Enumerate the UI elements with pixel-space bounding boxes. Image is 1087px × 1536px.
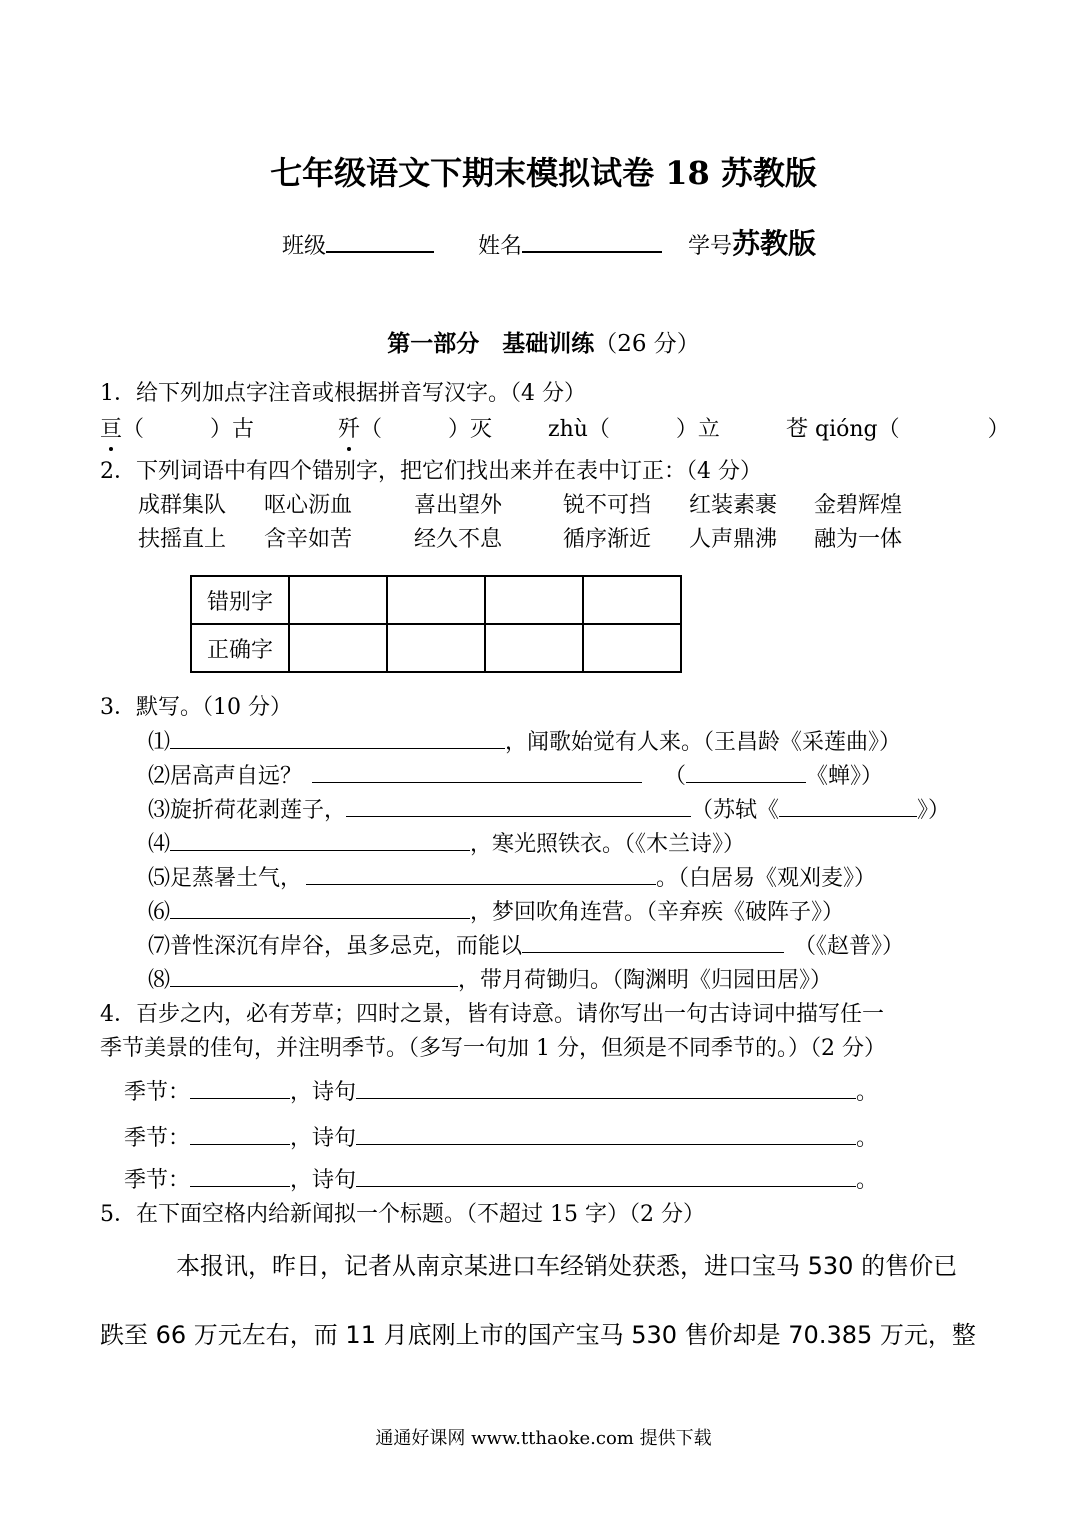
- section-name: 第一部分 基础训练: [387, 330, 595, 357]
- answer-blank[interactable]: [306, 864, 656, 885]
- table-row: [191, 624, 681, 672]
- q1-item-4[interactable]: 苍 qióng（ ）: [786, 417, 1010, 442]
- q2-word: 人声鼎沸: [689, 527, 778, 552]
- table-cell[interactable]: [583, 576, 681, 624]
- correction-table: [190, 575, 682, 673]
- class-blank[interactable]: [326, 229, 434, 253]
- answer-blank[interactable]: [170, 728, 505, 749]
- student-info: [282, 222, 816, 262]
- q2-word: 经久不息: [414, 527, 503, 552]
- class-label: 班级: [282, 234, 327, 259]
- table-cell[interactable]: [583, 624, 681, 672]
- footer: 通通好课网 www.tthaoke.com 提供下载: [375, 1428, 712, 1449]
- q2-word: 融为一体: [814, 527, 903, 552]
- answer-blank[interactable]: [686, 762, 806, 783]
- q2-word: 红装素裹: [689, 493, 778, 518]
- season-blank[interactable]: [190, 1078, 290, 1099]
- q3-line-6: ⑹ ，梦回吹角连营。（辛弃疾《破阵子》）: [148, 900, 845, 925]
- q4-line-1: 4．百步之内，必有芳草；四时之景，皆有诗意。请你写出一句古诗词中描写任一: [100, 1002, 884, 1027]
- answer-blank[interactable]: [522, 932, 784, 953]
- table-cell[interactable]: [387, 576, 485, 624]
- q2-word: 锐不可挡: [563, 493, 652, 518]
- q2-word: 循序渐近: [563, 527, 652, 552]
- answer-blank[interactable]: [312, 762, 642, 783]
- q2-word: 扶摇直上: [138, 527, 227, 552]
- q3-line-8: ⑻ ，带月荷锄归。（陶渊明《归园田居》）: [148, 968, 833, 993]
- table-label-wrong: 错别字: [191, 576, 289, 624]
- id-label: 学号: [688, 234, 733, 259]
- q3-text: 3．默写。（10 分）: [100, 695, 292, 720]
- answer-blank[interactable]: [170, 830, 470, 851]
- poem-blank[interactable]: [356, 1166, 856, 1187]
- q1-dotted-char-1: 亘: [100, 412, 122, 443]
- table-label-correct: 正确字: [191, 624, 289, 672]
- season-blank[interactable]: [190, 1124, 290, 1145]
- table-cell[interactable]: [387, 624, 485, 672]
- q2-word: 成群集队: [138, 493, 227, 518]
- q4-answer-row: 季节： ，诗句 。: [124, 1080, 879, 1105]
- q3-line-4: ⑷ ，寒光照铁衣。（《木兰诗》）: [148, 832, 746, 857]
- q2-word: 金碧辉煌: [814, 493, 903, 518]
- q2-word: 呕心沥血: [264, 493, 353, 518]
- table-row: [191, 576, 681, 624]
- q4-answer-row: 季节： ，诗句 。: [124, 1126, 879, 1151]
- q1-item-2[interactable]: （ ）灭: [360, 417, 493, 442]
- q1-item-3[interactable]: zhù（ ）立: [548, 417, 720, 442]
- table-cell[interactable]: [289, 576, 387, 624]
- season-blank[interactable]: [190, 1166, 290, 1187]
- answer-blank[interactable]: [170, 898, 470, 919]
- answer-blank[interactable]: [170, 966, 458, 987]
- table-cell[interactable]: [485, 624, 583, 672]
- page-title: 七年级语文下期末模拟试卷 18 苏教版: [270, 154, 817, 192]
- section-score: （26 分）: [594, 331, 700, 357]
- q4-answer-row: 季节： ，诗句 。: [124, 1168, 879, 1193]
- q1-item-1[interactable]: （ ）古: [122, 417, 255, 442]
- poem-blank[interactable]: [356, 1078, 856, 1099]
- answer-blank[interactable]: [346, 796, 691, 817]
- q3-line-5: ⑸足蒸暑土气， 。（白居易《观刈麦》）: [148, 866, 877, 891]
- news-paragraph-line-1: 本报讯，昨日，记者从南京某进口车经销处获悉，进口宝马 530 的售价已: [176, 1252, 958, 1280]
- section-heading: [0, 325, 1087, 358]
- q3-line-7: ⑺普性深沉有岸谷，虽多忌克，而能以 （《赵普》）: [148, 934, 905, 959]
- table-cell[interactable]: [485, 576, 583, 624]
- q3-line-2: ⑵居高声自远？ （ 《蝉》）: [148, 764, 884, 789]
- id-value: 苏教版: [732, 227, 817, 260]
- q2-word: 含辛如苦: [264, 527, 353, 552]
- name-label: 姓名: [478, 234, 523, 259]
- news-paragraph-line-2: 跌至 66 万元左右，而 11 月底刚上市的国产宝马 530 售价却是 70.385 万元，整: [100, 1321, 976, 1349]
- q3-line-3: ⑶旋折荷花剥莲子， （苏轼《 》）: [148, 798, 951, 823]
- name-blank[interactable]: [522, 229, 662, 253]
- table-cell[interactable]: [289, 624, 387, 672]
- q1-dotted-char-2: 歼: [338, 412, 360, 443]
- q4-line-2: 季节美景的佳句，并注明季节。（多写一句加 1 分，但须是不同季节的。）（2 分）: [100, 1036, 886, 1061]
- q5-text: 5．在下面空格内给新闻拟一个标题。（不超过 15 字）（2 分）: [100, 1202, 705, 1227]
- poem-blank[interactable]: [356, 1124, 856, 1145]
- q3-line-1: ⑴ ，闻歌始觉有人来。（王昌龄《采莲曲》）: [148, 730, 902, 755]
- q2-word: 喜出望外: [414, 493, 503, 518]
- q2-text: 2．下列词语中有四个错别字，把它们找出来并在表中订正：（4 分）: [100, 459, 762, 484]
- q1-items: [100, 412, 254, 443]
- answer-blank[interactable]: [779, 796, 917, 817]
- q1-text: 1．给下列加点字注音或根据拼音写汉字。（4 分）: [100, 381, 586, 406]
